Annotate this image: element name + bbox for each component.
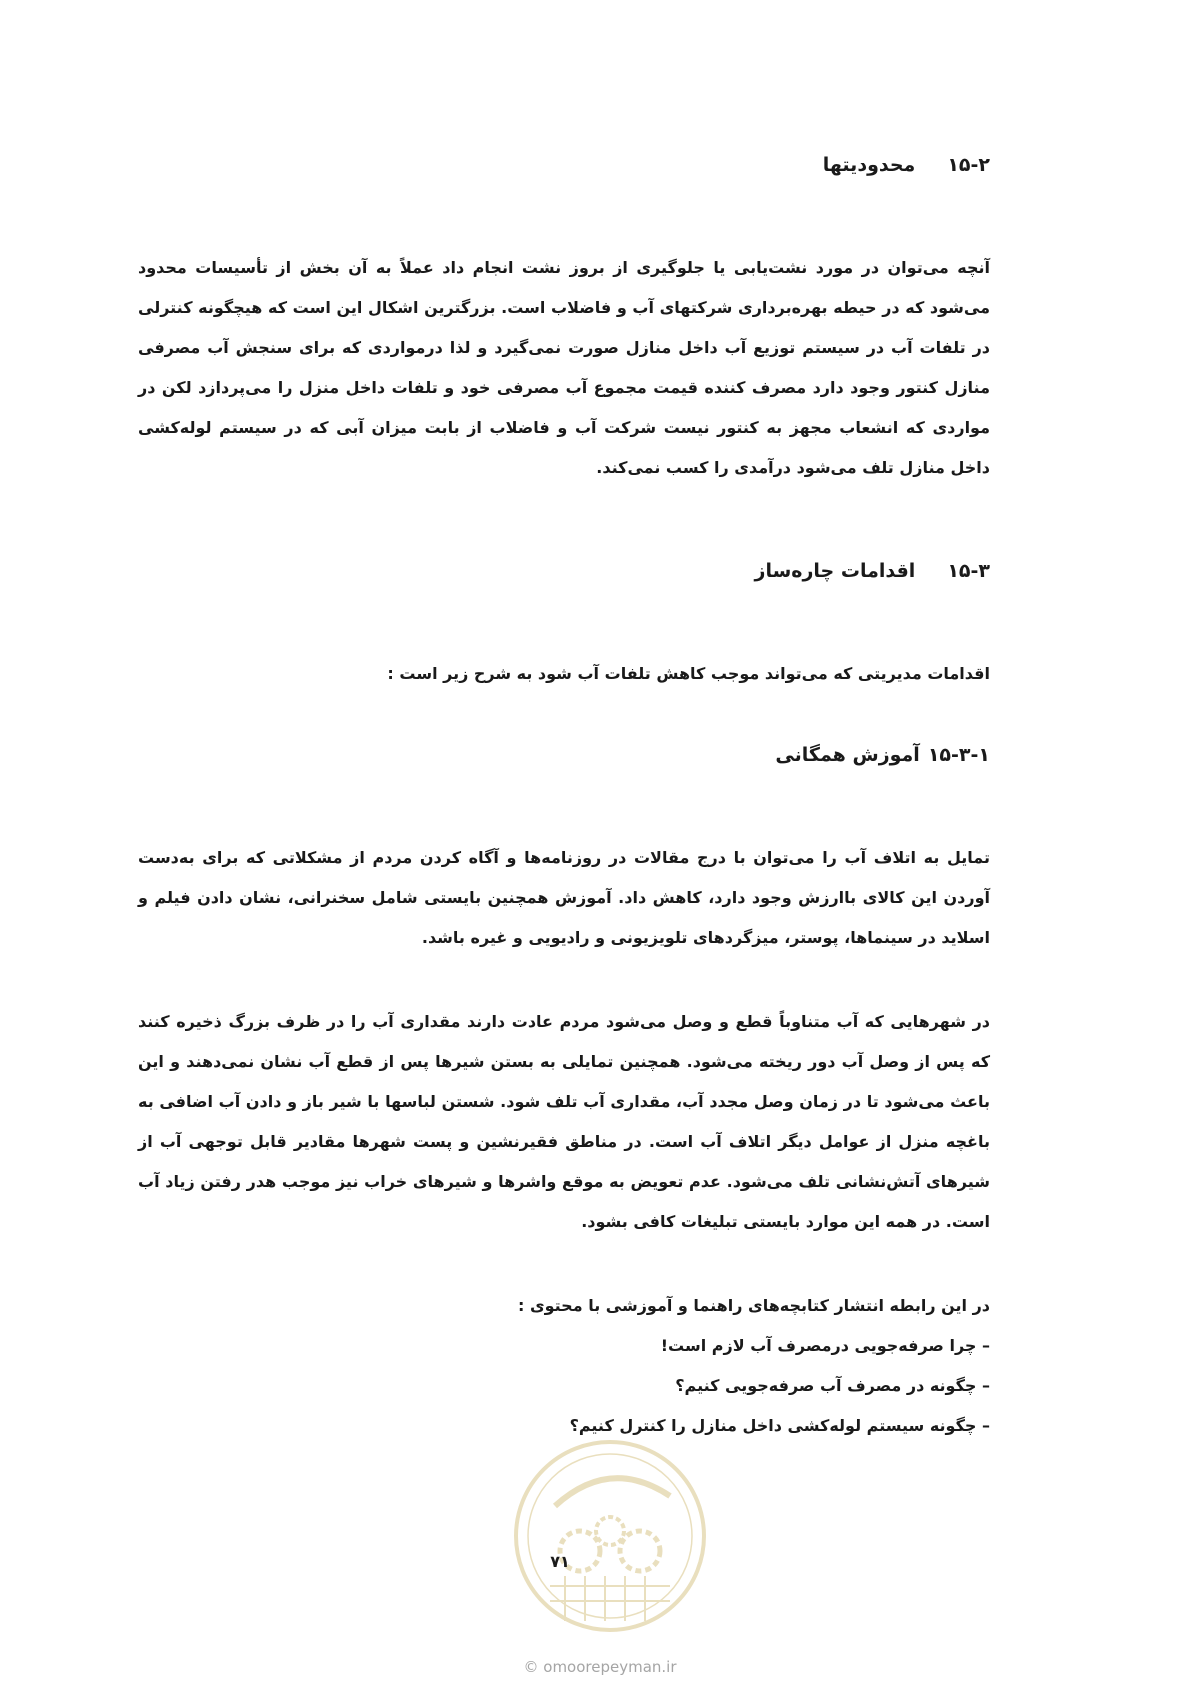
paragraph-limitations: آنچه می‌توان در مورد نشت‌یابی یا جلوگیری از بروز نشت انجام داد عملاً به آن بخش از تأسیسات محدود می‌شود که در حیطه بهره‌برداری شرکتهای آب و فاضلاب است. بزرگترین اشکال این است که هیچگونه کنترلی در تلفات آب در سیستم توزیع آب داخل منازل صورت نمی‌گیرد و لذا درمواردی که برای سنجش آب مصرفی منازل کنتور وجود دارد مصرف کننده قیمت مجموع آب مصرفی خود و تلفات داخل منزل را می‌پردازد لکن در مواردی که انشعاب مجهز به کنتور نیست شرکت آب و فاضلاب از بابت میزان آبی که در سیستم لوله‌کشی داخل منازل تلف می‌شود درآمدی را کسب نمی‌کند. <box>138 258 990 477</box>
page-number: ۷۱ <box>550 1552 570 1571</box>
paragraph-public-education: تمایل به اتلاف آب را می‌توان با درج مقالات در روزنامه‌ها و آگاه کردن مردم از مشکلاتی که برای به‌دست آوردن این کالای باارزش وجود دارد، کاهش داد. آموزش همچنین بایستی شامل سخنرانی، نشان دادن فیلم و اسلاید در سینماها، پوستر، میزگردهای تلویزیونی و رادیویی و غیره باشد. <box>138 848 990 947</box>
section-title: محدودیتها <box>822 154 916 176</box>
booklet-topics-list <box>138 1326 990 1446</box>
section-number: ۱۵-۳ <box>947 560 990 582</box>
section-title: اقدامات چاره‌ساز <box>754 560 916 582</box>
list-item: – چگونه در مصرف آب صرفه‌جویی کنیم؟ <box>675 1376 990 1395</box>
section-title: آموزش همگانی <box>775 744 920 766</box>
copyright-icon: © <box>523 1658 539 1676</box>
footer-url <box>490 1658 710 1676</box>
list-item: – چگونه سیستم لوله‌کشی داخل منازل را کنترل کنیم؟ <box>569 1416 990 1435</box>
section-number: ۱۵-۳-۱ <box>927 744 990 766</box>
paragraph-measures-intro: اقدامات مدیریتی که می‌تواند موجب کاهش تلفات آب شود به شرح زیر است : <box>387 664 990 683</box>
gear-seal-watermark-icon <box>510 1436 710 1636</box>
section-number: ۱۵-۲ <box>947 154 990 176</box>
section-heading-15-3-1 <box>138 738 990 772</box>
list-intro: در این رابطه انتشار کتابچه‌های راهنما و آموزشی با محتوی : <box>517 1296 990 1315</box>
section-heading-15-2 <box>138 148 990 182</box>
footer-url-text: omoorepeyman.ir <box>543 1658 677 1676</box>
page-content <box>138 148 990 1446</box>
paragraph-intermittent-supply: در شهرهایی که آب متناوباً قطع و وصل می‌شود مردم عادت دارند مقداری آب را در ظرف بزرگ ذخیره کنند که پس از وصل آب دور ریخته می‌شود. همچنین تمایلی به بستن شیرها پس از قطع آب نشان نمی‌دهند و این باعث می‌شود تا در زمان وصل مجدد آب، مقداری آب تلف شود. شستن لباسها با شیر باز و دادن آب اضافی به باغچه منزل از عوامل دیگر اتلاف آب است. در مناطق فقیرنشین و پست شهرها مقادیر قابل توجهی آب از شیرهای آتش‌نشانی تلف می‌شود. عدم تعویض به موقع واشرها و شیرهای خراب نیز موجب هدر رفتن زیاد آب است. در همه این موارد بایستی تبلیغات کافی بشود. <box>138 1012 990 1231</box>
section-heading-15-3 <box>138 554 990 588</box>
list-item: – چرا صرفه‌جویی درمصرف آب لازم است! <box>660 1336 990 1355</box>
